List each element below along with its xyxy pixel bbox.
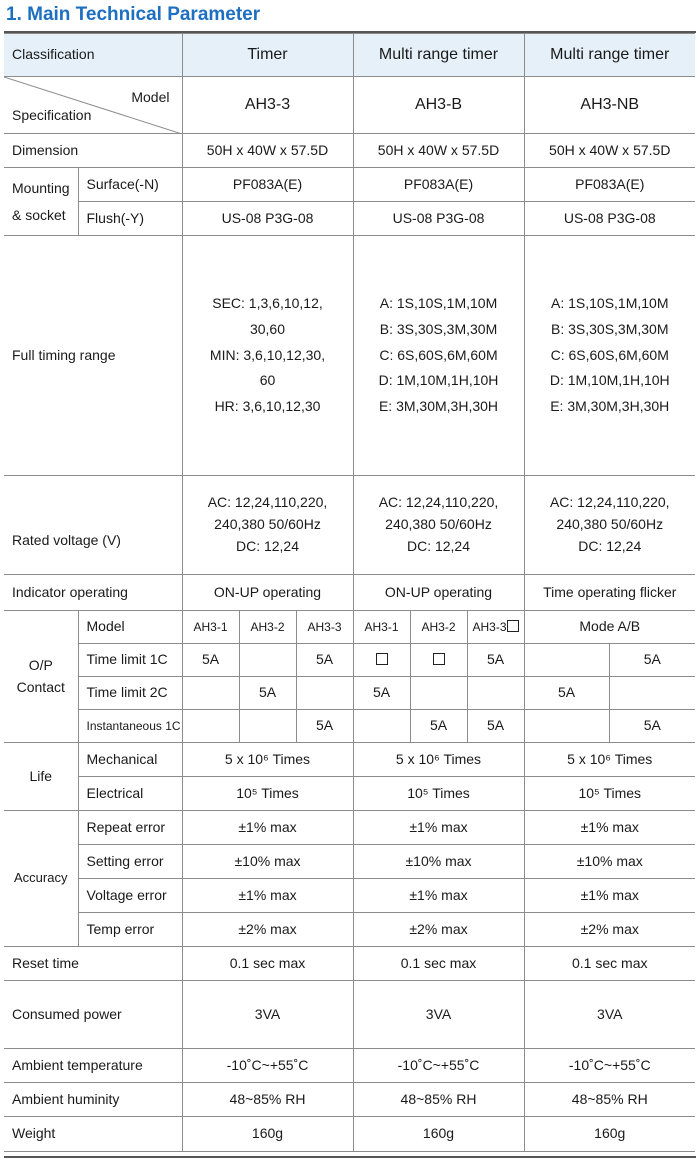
temperature-label: Ambient temperature [4, 1049, 182, 1083]
life-elec-row [4, 777, 695, 811]
voltage-label: Rated voltage (V) [4, 476, 182, 575]
model-ah3-nb: AH3-NB [524, 77, 695, 134]
op-cell [609, 677, 695, 710]
op-cell [524, 710, 609, 743]
accuracy-value: ±1% max [524, 879, 695, 913]
dimension-value: 50H x 40W x 57.5D [182, 134, 353, 168]
op-cell: 5A [296, 644, 353, 677]
reset-row [4, 947, 695, 981]
op-cell: 5A [296, 710, 353, 743]
accuracy-value: ±2% max [182, 913, 353, 947]
electrical-value: 10⁵ Times [524, 777, 695, 811]
inst-label: Instantaneous 1C [78, 710, 182, 743]
spec-table [4, 33, 695, 1152]
dimension-value: 50H x 40W x 57.5D [524, 134, 695, 168]
weight-value: 160g [182, 1117, 353, 1152]
op-model-text: AH3-3 [472, 619, 507, 634]
flush-label: Flush(-Y) [78, 202, 182, 236]
temperature-value: -10˚C~+55˚C [524, 1049, 695, 1083]
blank-box-icon [376, 653, 388, 665]
accuracy-value: ±1% max [182, 811, 353, 845]
power-value: 3VA [353, 981, 524, 1049]
op-cell [182, 677, 239, 710]
op-model-label: Model [78, 611, 182, 644]
model-label: Model [131, 89, 170, 105]
accuracy-label: Accuracy [4, 811, 78, 947]
op-model: AH3-2 [410, 611, 467, 644]
accuracy-value: ±1% max [524, 811, 695, 845]
flush-value: US-08 P3G-08 [182, 202, 353, 236]
accuracy-row [4, 845, 695, 879]
tl2-label: Time limit 2C [78, 677, 182, 710]
accuracy-row [4, 811, 695, 845]
weight-row [4, 1117, 695, 1152]
accuracy-row [4, 913, 695, 947]
flush-value: US-08 P3G-08 [524, 202, 695, 236]
reset-value: 0.1 sec max [353, 947, 524, 981]
specification-label: Specification [12, 107, 92, 124]
op-model: AH3-1 [182, 611, 239, 644]
op-cell: 5A [467, 710, 524, 743]
op-cell [353, 644, 410, 677]
op-cell: 5A [410, 710, 467, 743]
mechanical-label: Mechanical [78, 743, 182, 777]
dimension-label: Dimension [4, 134, 182, 168]
op-model-row [4, 611, 695, 644]
timing-label: Full timing range [4, 236, 182, 476]
timing-value: A: 1S,10S,1M,10M B: 3S,30S,3M,30M C: 6S,60S,6M,60M D: 1M,10M,1H,10H E: 3M,30M,3H,30H [524, 236, 695, 476]
voltage-value: AC: 12,24,110,220, 240,380 50/60Hz DC: 12,24 [353, 476, 524, 575]
indicator-row [4, 575, 695, 611]
dimension-row [4, 134, 695, 168]
tl1-label: Time limit 1C [78, 644, 182, 677]
mechanical-value: 5 x 10⁶ Times [524, 743, 695, 777]
timing-row [4, 236, 695, 476]
mechanical-value: 5 x 10⁶ Times [353, 743, 524, 777]
op-cell: 5A [524, 677, 609, 710]
weight-label: Weight [4, 1117, 182, 1152]
model-row [4, 77, 695, 134]
voltage-row [4, 476, 695, 575]
model-ah3-3: AH3-3 [182, 77, 353, 134]
op-inst-row [4, 710, 695, 743]
bottom-rule [4, 1156, 696, 1158]
indicator-value: ON-UP operating [182, 575, 353, 611]
surface-value: PF083A(E) [353, 168, 524, 202]
op-cell [410, 644, 467, 677]
flush-row [4, 202, 695, 236]
electrical-value: 10⁵ Times [182, 777, 353, 811]
reset-label: Reset time [4, 947, 182, 981]
op-cell [239, 710, 296, 743]
accuracy-sub-label: Repeat error [78, 811, 182, 845]
accuracy-sub-label: Voltage error [78, 879, 182, 913]
col-header-1: Timer [182, 34, 353, 77]
temperature-value: -10˚C~+55˚C [353, 1049, 524, 1083]
power-row [4, 981, 695, 1049]
blank-box-icon [433, 653, 445, 665]
weight-value: 160g [524, 1117, 695, 1152]
op-mode-label: Mode A/B [524, 611, 695, 644]
surface-value: PF083A(E) [524, 168, 695, 202]
accuracy-sub-label: Temp error [78, 913, 182, 947]
voltage-value: AC: 12,24,110,220, 240,380 50/60Hz DC: 12,24 [524, 476, 695, 575]
flush-value: US-08 P3G-08 [353, 202, 524, 236]
blank-box-icon [507, 620, 519, 632]
accuracy-value: ±2% max [524, 913, 695, 947]
electrical-label: Electrical [78, 777, 182, 811]
header-row [4, 34, 695, 77]
op-model: AH3-2 [239, 611, 296, 644]
accuracy-value: ±10% max [353, 845, 524, 879]
accuracy-value: ±2% max [353, 913, 524, 947]
power-label: Consumed power [4, 981, 182, 1049]
mechanical-value: 5 x 10⁶ Times [182, 743, 353, 777]
model-spec-diagonal-cell [4, 77, 182, 134]
temperature-value: -10˚C~+55˚C [182, 1049, 353, 1083]
op-cell: 5A [609, 644, 695, 677]
accuracy-value: ±10% max [182, 845, 353, 879]
op-model: AH3-1 [353, 611, 410, 644]
temperature-row [4, 1049, 695, 1083]
voltage-value: AC: 12,24,110,220, 240,380 50/60Hz DC: 12,24 [182, 476, 353, 575]
accuracy-value: ±1% max [182, 879, 353, 913]
op-model [467, 611, 524, 644]
weight-value: 160g [353, 1117, 524, 1152]
section-title: 1. Main Technical Parameter [6, 4, 261, 25]
life-mech-row [4, 743, 695, 777]
op-cell [410, 677, 467, 710]
dimension-value: 50H x 40W x 57.5D [353, 134, 524, 168]
mounting-label: Mounting & socket [4, 168, 78, 236]
op-cell [182, 710, 239, 743]
indicator-label: Indicator operating [4, 575, 182, 611]
humidity-row [4, 1083, 695, 1117]
accuracy-value: ±1% max [353, 811, 524, 845]
timing-value: SEC: 1,3,6,10,12, 30,60 MIN: 3,6,10,12,30, 60 HR: 3,6,10,12,30 [182, 236, 353, 476]
op-cell [296, 677, 353, 710]
humidity-label: Ambient huminity [4, 1083, 182, 1117]
humidity-value: 48~85% RH [182, 1083, 353, 1117]
op-cell [353, 710, 410, 743]
surface-row [4, 168, 695, 202]
op-cell [467, 677, 524, 710]
reset-value: 0.1 sec max [182, 947, 353, 981]
surface-value: PF083A(E) [182, 168, 353, 202]
humidity-value: 48~85% RH [524, 1083, 695, 1117]
electrical-value: 10⁵ Times [353, 777, 524, 811]
surface-label: Surface(-N) [78, 168, 182, 202]
classification-label: Classification [4, 34, 182, 77]
op-cell [239, 644, 296, 677]
power-value: 3VA [182, 981, 353, 1049]
life-label: Life [4, 743, 78, 811]
reset-value: 0.1 sec max [524, 947, 695, 981]
op-tl2-row [4, 677, 695, 710]
op-cell: 5A [467, 644, 524, 677]
op-contact-label: O/P Contact [4, 611, 78, 743]
accuracy-value: ±10% max [524, 845, 695, 879]
accuracy-row [4, 879, 695, 913]
timing-value: A: 1S,10S,1M,10M B: 3S,30S,3M,30M C: 6S,60S,6M,60M D: 1M,10M,1H,10H E: 3M,30M,3H,30H [353, 236, 524, 476]
op-tl1-row [4, 644, 695, 677]
op-model: AH3-3 [296, 611, 353, 644]
op-cell: 5A [609, 710, 695, 743]
accuracy-sub-label: Setting error [78, 845, 182, 879]
indicator-value: ON-UP operating [353, 575, 524, 611]
accuracy-value: ±1% max [353, 879, 524, 913]
model-ah3-b: AH3-B [353, 77, 524, 134]
op-cell [524, 644, 609, 677]
op-cell: 5A [353, 677, 410, 710]
indicator-value: Time operating flicker [524, 575, 695, 611]
humidity-value: 48~85% RH [353, 1083, 524, 1117]
op-cell: 5A [239, 677, 296, 710]
col-header-2: Multi range timer [353, 34, 524, 77]
power-value: 3VA [524, 981, 695, 1049]
op-cell: 5A [182, 644, 239, 677]
col-header-3: Multi range timer [524, 34, 695, 77]
